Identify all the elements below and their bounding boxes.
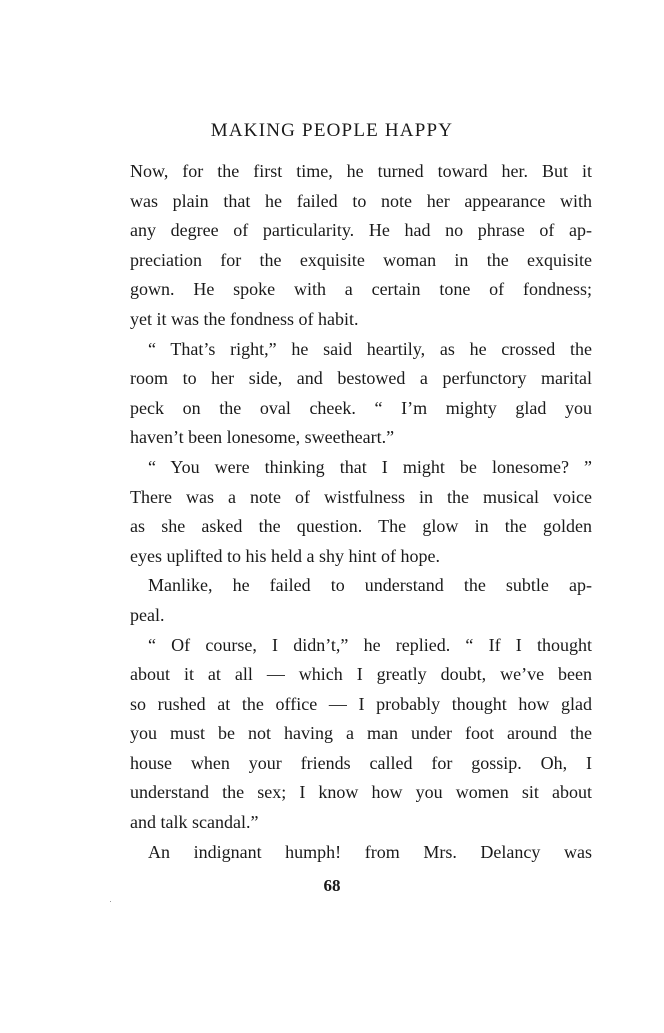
text-line: preciation for the exquisite woman in the exquisite bbox=[130, 249, 592, 270]
text-line: so rushed at the office — I probably thought how glad bbox=[130, 693, 592, 714]
page-number: 68 bbox=[323, 876, 341, 895]
text-line: “ Of course, I didn’t,” he replied. “ If I thought bbox=[148, 634, 592, 655]
text-line: An indignant humph! from Mrs. Delancy was bbox=[148, 841, 592, 862]
text-line: house when your friends called for gossip. Oh, I bbox=[130, 752, 592, 773]
paper-speck bbox=[110, 901, 111, 902]
text-line: was plain that he failed to note her appearance with bbox=[130, 190, 592, 211]
text-line: peal. bbox=[130, 604, 165, 625]
text-line: yet it was the fondness of habit. bbox=[130, 308, 359, 329]
running-head: MAKING PEOPLE HAPPY bbox=[210, 120, 454, 141]
text-line: Now, for the first time, he turned toward her. But it bbox=[130, 161, 592, 181]
text-line: There was a note of wistfulness in the musical voice bbox=[130, 486, 592, 507]
body-text bbox=[130, 157, 592, 867]
text-line: “ You were thinking that I might be lonesome? ” bbox=[148, 456, 592, 477]
text-line: eyes uplifted to his held a shy hint of hope. bbox=[130, 545, 440, 566]
text-line: as she asked the question. The glow in the golden bbox=[130, 516, 592, 537]
text-line: gown. He spoke with a certain tone of fondness; bbox=[130, 279, 592, 300]
text-line: peck on the oval cheek. “ I’m mighty glad you bbox=[130, 397, 592, 418]
text-line: “ That’s right,” he said heartily, as he crossed the bbox=[148, 338, 592, 359]
text-line: about it at all — which I greatly doubt, we’ve been bbox=[130, 664, 592, 685]
text-line: room to her side, and bestowed a perfunctory marital bbox=[130, 368, 592, 389]
text-line: and talk scandal.” bbox=[130, 812, 259, 833]
text-line: any degree of particularity. He had no phrase of ap- bbox=[130, 220, 592, 241]
text-line: haven’t been lonesome, sweetheart.” bbox=[130, 427, 395, 448]
text-line: understand the sex; I know how you women sit about bbox=[130, 782, 592, 803]
text-line: you must be not having a man under foot around the bbox=[130, 723, 592, 744]
text-line: Manlike, he failed to understand the subtle ap- bbox=[148, 575, 592, 596]
